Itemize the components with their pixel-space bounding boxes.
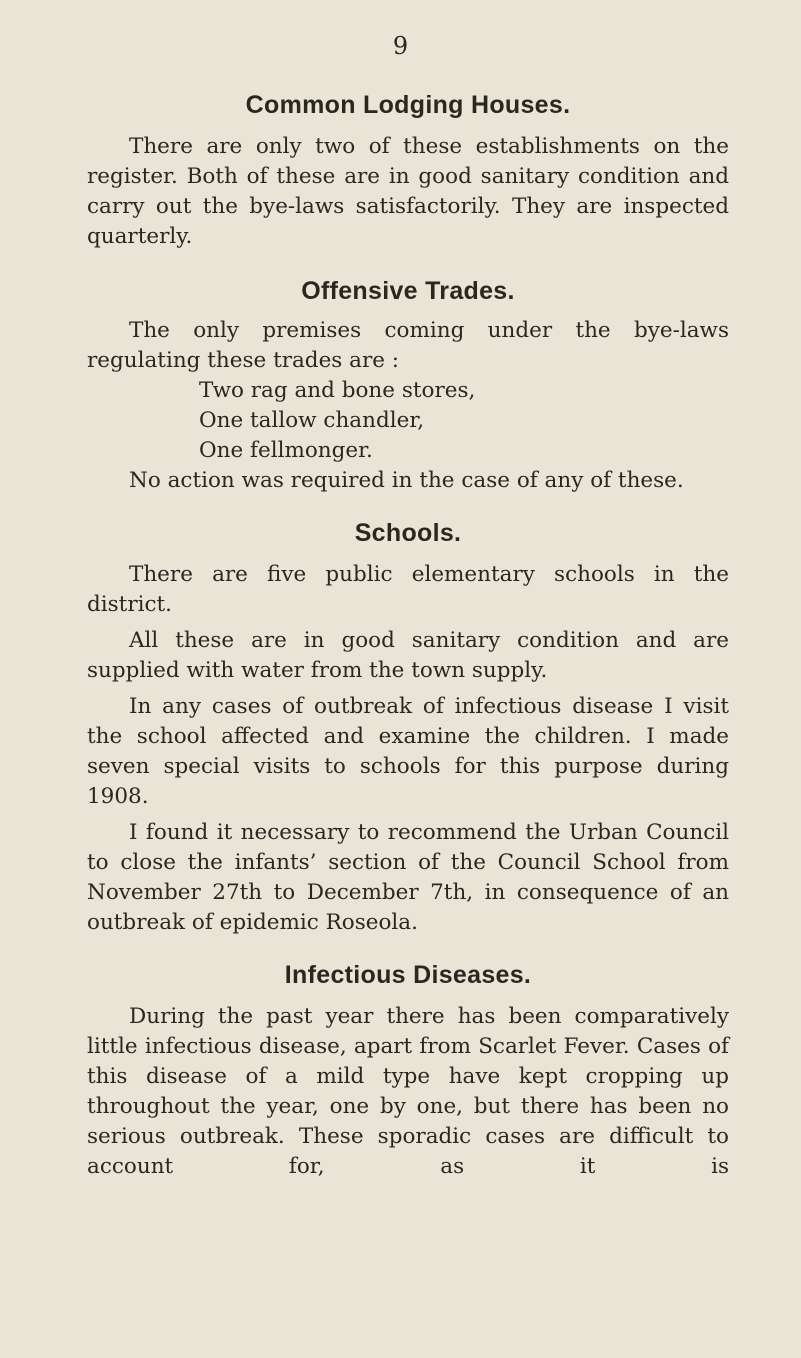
paragraph: During the past year there has been comparatively little infectious disease, apart from Scarlet Fever. Cases of this disease of a mild type have kept cropping up throughout the year, one by one, but there has been no serious outbreak. These sporadic cases are difficult to account for, as it is: [87, 1004, 729, 1179]
list-item: One tallow chandler,: [199, 408, 425, 433]
paragraph: In any cases of outbreak of infectious disease I visit the school affected and examine the children. I made seven special visits to schools for this purpose during 1908.: [87, 694, 729, 809]
section-infectious-diseases: [87, 960, 729, 1182]
section-schools: [87, 518, 729, 938]
paragraph: The only premises coming under the bye-laws regulating these trades are :: [87, 318, 729, 373]
paragraph: All these are in good sanitary condition and are supplied with water from the town supply.: [87, 628, 729, 683]
page-number: 9: [392, 32, 409, 60]
section-heading: Common Lodging Houses.: [245, 91, 571, 119]
section-heading: Offensive Trades.: [301, 277, 515, 305]
list-item: One fellmonger.: [199, 438, 373, 463]
list-item: Two rag and bone stores,: [199, 378, 476, 403]
paragraph: I found it necessary to recommend the Urban Council to close the infants’ section of the Council School from November 27th to December 7th, in consequence of an outbreak of epidemic Roseola.: [87, 820, 729, 935]
section-heading: Infectious Diseases.: [284, 961, 532, 989]
paragraph: There are five public elementary schools in the district.: [87, 562, 729, 617]
paragraph: There are only two of these establishments on the register. Both of these are in good sanitary condition and carry out the bye-laws satisfactorily. They are inspected quarterly.: [87, 134, 729, 249]
section-common-lodging-houses: [87, 90, 729, 252]
section-offensive-trades: [87, 276, 729, 496]
paragraph: No action was required in the case of any of these.: [129, 468, 684, 493]
section-heading: Schools.: [354, 519, 462, 547]
